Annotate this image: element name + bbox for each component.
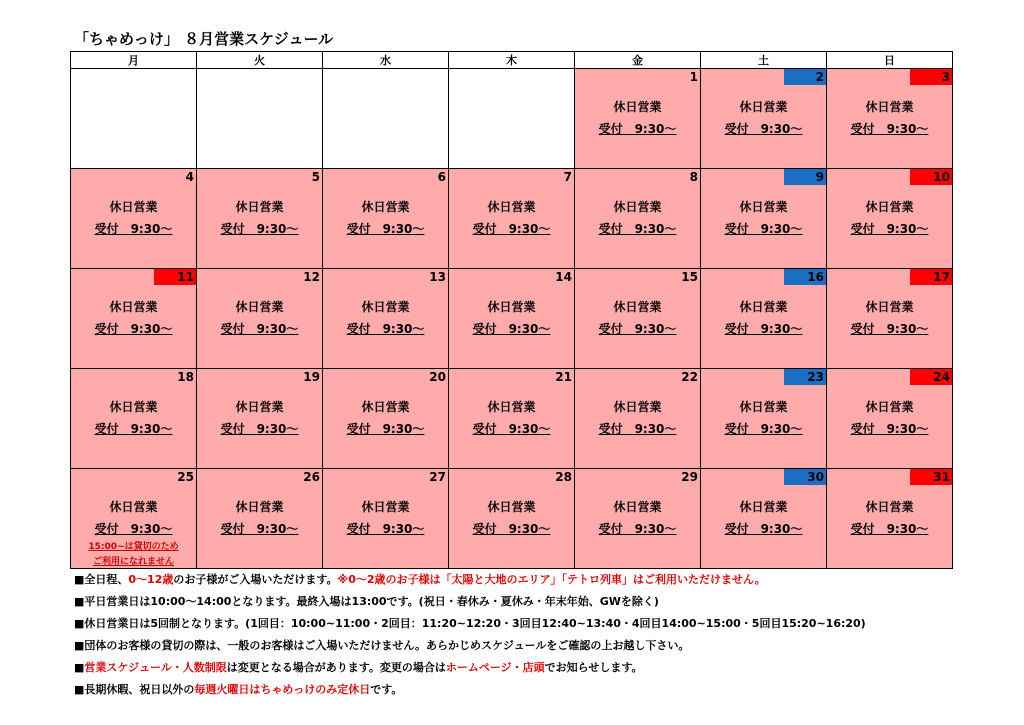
note-text: ■長期休暇、祝日以外の [74, 683, 195, 696]
note-line [74, 617, 1014, 639]
day-number: 8 [689, 170, 698, 184]
open-label: 休日営業 [361, 500, 410, 514]
open-label: 休日営業 [235, 500, 284, 514]
calendar-body [71, 69, 953, 569]
open-label: 休日営業 [865, 300, 914, 314]
day-number: 24 [933, 370, 950, 384]
reception-time: 受付 9:30～ [850, 522, 929, 536]
day-number: 26 [303, 470, 320, 484]
reception-time: 受付 9:30～ [724, 322, 803, 336]
reception-time: 受付 9:30～ [724, 422, 803, 436]
weekday-header: 火 [197, 52, 323, 69]
day-cell-7 [449, 169, 575, 269]
open-label: 休日営業 [739, 500, 788, 514]
day-cell-15 [575, 269, 701, 369]
weekday-header-row [71, 52, 953, 69]
note-text: ■団体のお客様の貸切の際は、一般のお客様はご入場いただけません。あらかじめスケジュールをご確認の上お越し下さい。 [74, 639, 690, 652]
note-text: でお知らせします。 [544, 661, 643, 674]
day-number: 11 [177, 270, 194, 284]
note-line [74, 573, 1014, 595]
reception-time: 受付 9:30～ [94, 522, 173, 536]
reception-time: 受付 9:30～ [346, 322, 425, 336]
day-cell-11 [71, 269, 197, 369]
note-text: ■平日営業日は10:00～14:00となります。最終入場は13:00です。(祝日・春休み・夏休み・年末年始、GWを除く) [74, 595, 659, 608]
day-number: 7 [563, 170, 572, 184]
reception-time: 受付 9:30～ [598, 422, 677, 436]
day-number: 28 [555, 470, 572, 484]
day-number: 14 [555, 270, 572, 284]
day-cell-25 [71, 469, 197, 569]
day-cell-17 [827, 269, 953, 369]
open-label: 休日営業 [739, 400, 788, 414]
open-label: 休日営業 [109, 300, 158, 314]
day-cell-26 [197, 469, 323, 569]
day-number: 19 [303, 370, 320, 384]
day-cell-10 [827, 169, 953, 269]
open-label: 休日営業 [109, 500, 158, 514]
open-label: 休日営業 [235, 200, 284, 214]
day-number: 16 [807, 270, 824, 284]
day-number: 21 [555, 370, 572, 384]
day-cell-5 [197, 169, 323, 269]
day-number: 18 [177, 370, 194, 384]
day-cell-31 [827, 469, 953, 569]
empty-day-cell [449, 69, 575, 169]
note-text: ■ [74, 661, 85, 674]
day-number: 12 [303, 270, 320, 284]
day-cell-29 [575, 469, 701, 569]
day-number: 3 [941, 70, 950, 84]
day-cell-24 [827, 369, 953, 469]
reception-time: 受付 9:30～ [94, 222, 173, 236]
open-label: 休日営業 [361, 400, 410, 414]
day-cell-21 [449, 369, 575, 469]
reception-time: 受付 9:30～ [472, 322, 551, 336]
open-label: 休日営業 [865, 100, 914, 114]
reception-time: 受付 9:30～ [850, 222, 929, 236]
reception-time: 受付 9:30～ [850, 122, 929, 136]
reception-time: 受付 9:30～ [346, 222, 425, 236]
open-label: 休日営業 [487, 200, 536, 214]
note-line [74, 595, 1014, 617]
day-number: 2 [815, 70, 824, 84]
day-cell-2 [701, 69, 827, 169]
reception-time: 受付 9:30～ [472, 522, 551, 536]
day-cell-28 [449, 469, 575, 569]
day-number: 4 [185, 170, 194, 184]
day-cell-19 [197, 369, 323, 469]
note-line [74, 639, 1014, 661]
weekday-header: 木 [449, 52, 575, 69]
day-number: 25 [177, 470, 194, 484]
day-number: 15 [681, 270, 698, 284]
day-cell-16 [701, 269, 827, 369]
open-label: 休日営業 [109, 200, 158, 214]
open-label: 休日営業 [739, 100, 788, 114]
reception-time: 受付 9:30～ [472, 422, 551, 436]
day-number: 1 [689, 70, 698, 84]
reception-time: 受付 9:30～ [598, 122, 677, 136]
day-number: 10 [933, 170, 950, 184]
reception-time: 受付 9:30～ [346, 422, 425, 436]
day-number: 23 [807, 370, 824, 384]
calendar-table [70, 51, 953, 569]
day-number: 13 [429, 270, 446, 284]
calendar-week-row [71, 69, 953, 169]
open-label: 休日営業 [865, 400, 914, 414]
reception-time: 受付 9:30～ [220, 422, 299, 436]
reception-time: 受付 9:30～ [94, 322, 173, 336]
note-text: ■休日営業日は5回制となります。(1回目：10:00~11:00・2回目：11:20~12:20・3回目12:40~13:40・4回目14:00~15:00・5回目15:20~16:20) [74, 617, 866, 630]
calendar-week-row [71, 169, 953, 269]
open-label: 休日営業 [613, 100, 662, 114]
open-label: 休日営業 [613, 300, 662, 314]
reception-time: 受付 9:30～ [850, 322, 929, 336]
weekday-header: 金 [575, 52, 701, 69]
reception-time: 受付 9:30～ [94, 422, 173, 436]
reception-time: 受付 9:30～ [220, 522, 299, 536]
note-text: ■全日程、 [74, 573, 129, 586]
weekday-header: 水 [323, 52, 449, 69]
reception-time: 受付 9:30～ [724, 222, 803, 236]
day-cell-14 [449, 269, 575, 369]
calendar-week-row [71, 369, 953, 469]
day-number: 31 [933, 470, 950, 484]
day-number: 6 [437, 170, 446, 184]
reception-time: 受付 9:30～ [850, 422, 929, 436]
open-label: 休日営業 [613, 400, 662, 414]
day-number: 17 [933, 270, 950, 284]
day-cell-8 [575, 169, 701, 269]
note-highlight: 営業スケジュール・人数制限 [84, 661, 227, 674]
weekday-header: 月 [71, 52, 197, 69]
reception-time: 受付 9:30～ [598, 322, 677, 336]
note-text: は変更となる場合があります。変更の場合は [226, 661, 446, 674]
day-cell-27 [323, 469, 449, 569]
day-cell-18 [71, 369, 197, 469]
calendar-week-row [71, 269, 953, 369]
note-line [74, 661, 1014, 683]
open-label: 休日営業 [487, 400, 536, 414]
day-cell-23 [701, 369, 827, 469]
day-cell-22 [575, 369, 701, 469]
open-label: 休日営業 [109, 400, 158, 414]
day-cell-1 [575, 69, 701, 169]
note-highlight: 毎週火曜日はちゃめっけのみ定休日 [194, 683, 371, 696]
day-cell-30 [701, 469, 827, 569]
page-title: 「ちゃめっけ」 ８月営業スケジュール [74, 30, 334, 48]
calendar-week-row [71, 469, 953, 569]
reception-time: 受付 9:30～ [724, 122, 803, 136]
day-cell-13 [323, 269, 449, 369]
day-cell-6 [323, 169, 449, 269]
private-booking-note: ご利用になれません [92, 557, 174, 567]
day-number: 29 [681, 470, 698, 484]
open-label: 休日営業 [487, 500, 536, 514]
open-label: 休日営業 [739, 200, 788, 214]
open-label: 休日営業 [235, 400, 284, 414]
note-text: のお子様がご入場いただけます。 [173, 573, 338, 586]
open-label: 休日営業 [613, 200, 662, 214]
open-label: 休日営業 [361, 200, 410, 214]
day-cell-3 [827, 69, 953, 169]
open-label: 休日営業 [865, 200, 914, 214]
reception-time: 受付 9:30～ [220, 322, 299, 336]
empty-day-cell [197, 69, 323, 169]
note-highlight: ホームページ・店頭 [445, 661, 545, 674]
day-number: 9 [815, 170, 824, 184]
day-cell-4 [71, 169, 197, 269]
reception-time: 受付 9:30～ [598, 222, 677, 236]
reception-time: 受付 9:30～ [346, 522, 425, 536]
note-highlight: ※0～2歳のお子様は「太陽と大地のエリア」「テトロ列車」はご利用いただけません。 [337, 573, 766, 586]
day-cell-9 [701, 169, 827, 269]
note-line [74, 683, 1014, 705]
note-highlight: 0～12歳 [128, 573, 174, 586]
weekday-header: 土 [701, 52, 827, 69]
notes-section [74, 573, 1014, 705]
reception-time: 受付 9:30～ [598, 522, 677, 536]
open-label: 休日営業 [487, 300, 536, 314]
open-label: 休日営業 [235, 300, 284, 314]
day-number: 27 [429, 470, 446, 484]
weekday-header: 日 [827, 52, 953, 69]
day-number: 22 [681, 370, 698, 384]
day-number: 30 [807, 470, 824, 484]
note-text: です。 [370, 683, 403, 696]
open-label: 休日営業 [865, 500, 914, 514]
day-number: 5 [311, 170, 320, 184]
reception-time: 受付 9:30～ [472, 222, 551, 236]
empty-day-cell [323, 69, 449, 169]
day-cell-20 [323, 369, 449, 469]
day-number: 20 [429, 370, 446, 384]
reception-time: 受付 9:30～ [220, 222, 299, 236]
open-label: 休日営業 [613, 500, 662, 514]
open-label: 休日営業 [739, 300, 788, 314]
private-booking-note: 15:00~は貸切のため [88, 542, 179, 552]
reception-time: 受付 9:30～ [724, 522, 803, 536]
day-cell-12 [197, 269, 323, 369]
open-label: 休日営業 [361, 300, 410, 314]
empty-day-cell [71, 69, 197, 169]
